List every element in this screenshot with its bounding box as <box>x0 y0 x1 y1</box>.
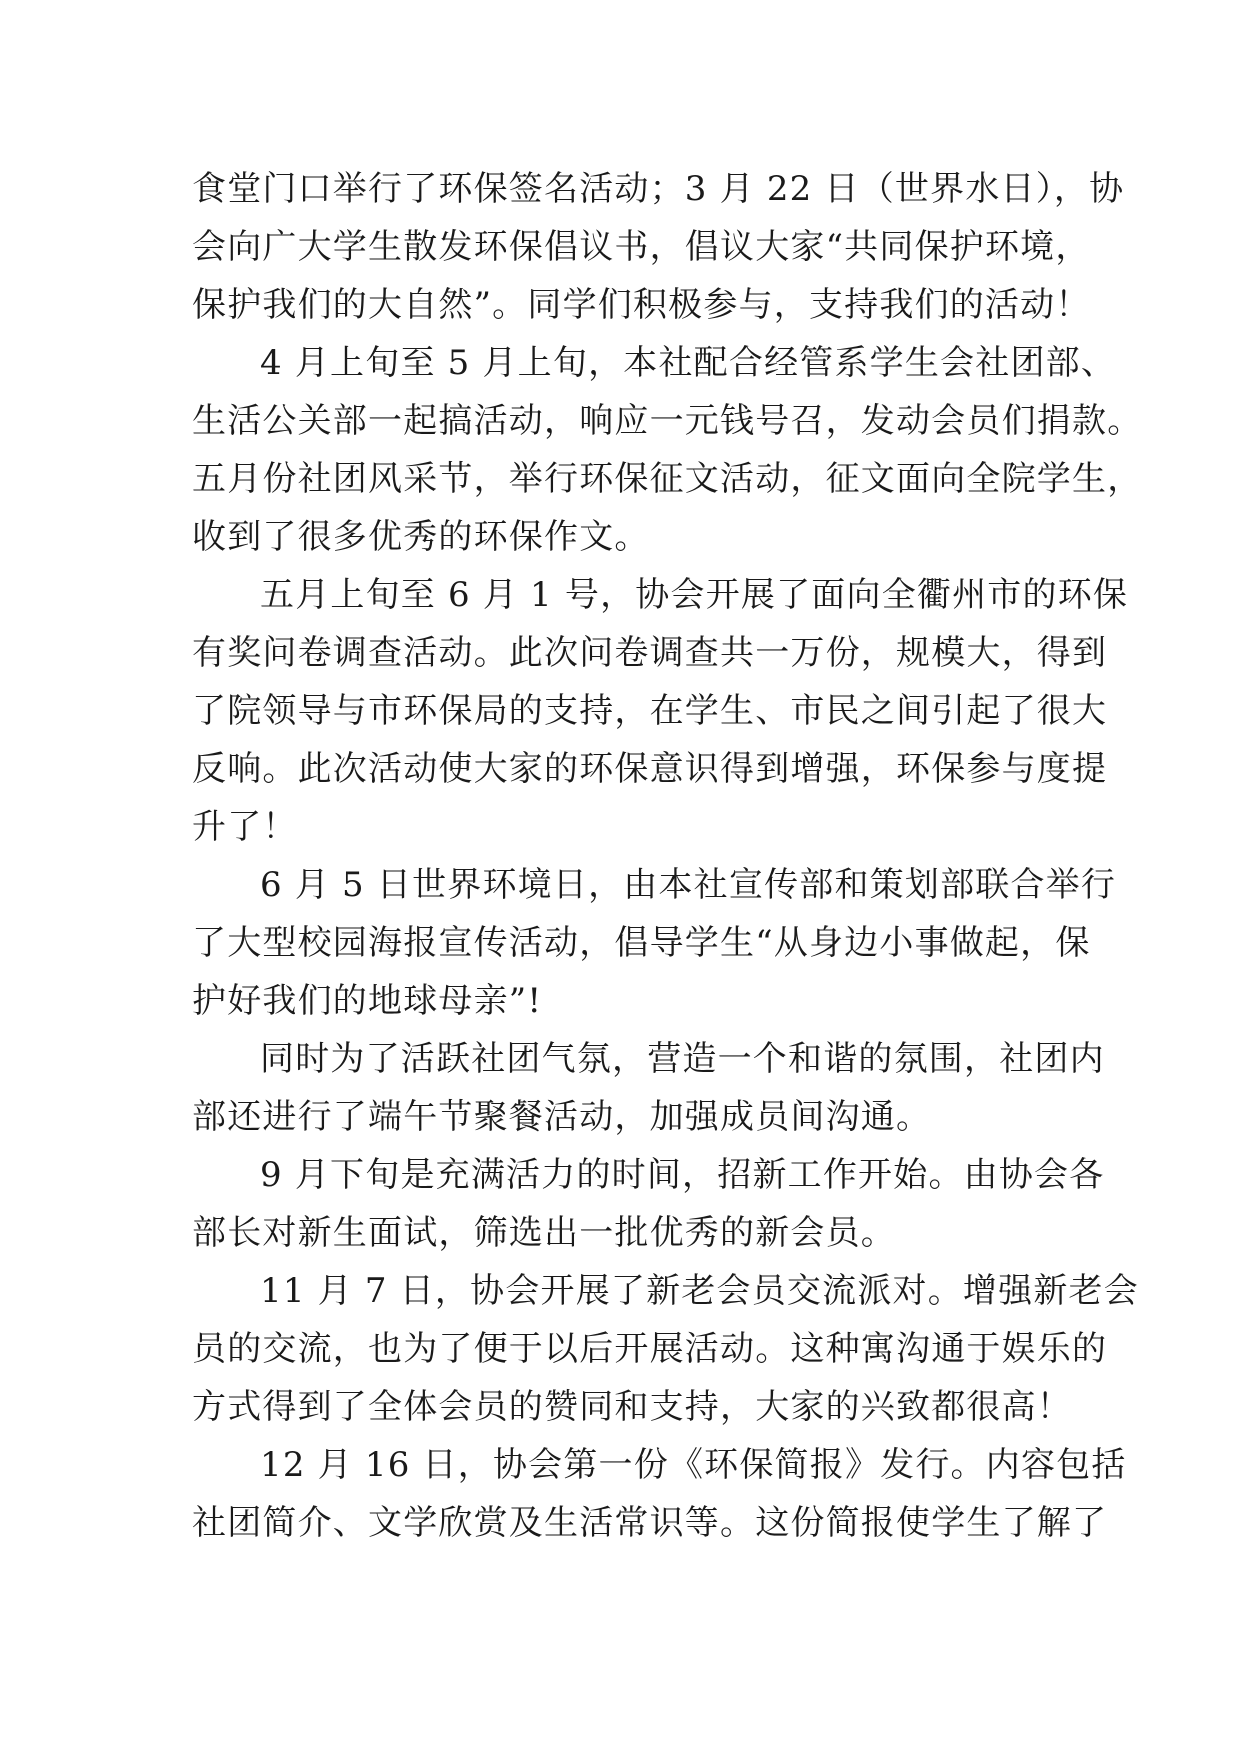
text-line: 五月份社团风采节，举行环保征文活动，征文面向全院学生， <box>192 459 1143 499</box>
text-line: 部长对新生面试，筛选出一批优秀的新会员。 <box>192 1213 896 1253</box>
text-line: 会向广大学生散发环保倡议书，倡议大家“共同保护环境， <box>192 227 1091 267</box>
text-line: 五月上旬至 6 月 1 号，协会开展了面向全衢州市的环保 <box>260 575 1129 615</box>
text-line: 11 月 7 日，协会开展了新老会员交流派对。增强新老会 <box>260 1271 1139 1311</box>
text-line: 保护我们的大自然”。同学们积极参与，支持我们的活动！ <box>192 285 1091 325</box>
text-line: 反响。此次活动使大家的环保意识得到增强，环保参与度提 <box>192 749 1108 789</box>
text-line: 12 月 16 日，协会第一份《环保简报》发行。内容包括 <box>260 1445 1127 1485</box>
text-line: 了大型校园海报宣传活动，倡导学生“从身边小事做起，保 <box>192 923 1091 963</box>
text-line: 收到了很多优秀的环保作文。 <box>192 517 650 557</box>
text-line: 9 月下旬是充满活力的时间，招新工作开始。由协会各 <box>260 1155 1105 1195</box>
text-line: 社团简介、文学欣赏及生活常识等。这份简报使学生了解了 <box>192 1503 1108 1543</box>
text-line: 部还进行了端午节聚餐活动，加强成员间沟通。 <box>192 1097 932 1137</box>
text-line: 6 月 5 日世界环境日，由本社宣传部和策划部联合举行 <box>260 865 1117 905</box>
document-body <box>192 160 1143 1552</box>
text-line: 食堂门口举行了环保签名活动；3 月 22 日（世界水日），协 <box>192 169 1125 209</box>
text-line: 员的交流，也为了便于以后开展活动。这种寓沟通于娱乐的 <box>192 1329 1108 1369</box>
text-line: 了院领导与市环保局的支持，在学生、市民之间引起了很大 <box>192 691 1108 731</box>
text-line: 同时为了活跃社团气氛，营造一个和谐的氛围，社团内 <box>260 1039 1105 1079</box>
text-line: 方式得到了全体会员的赞同和支持，大家的兴致都很高！ <box>192 1387 1072 1427</box>
text-line: 升了！ <box>192 807 298 847</box>
text-line: 4 月上旬至 5 月上旬，本社配合经管系学生会社团部、 <box>260 343 1117 383</box>
text-line: 生活公关部一起搞活动，响应一元钱号召，发动会员们捐款。 <box>192 401 1143 441</box>
text-line: 有奖问卷调查活动。此次问卷调查共一万份，规模大，得到 <box>192 633 1108 673</box>
text-line: 护好我们的地球母亲”! <box>192 981 543 1021</box>
